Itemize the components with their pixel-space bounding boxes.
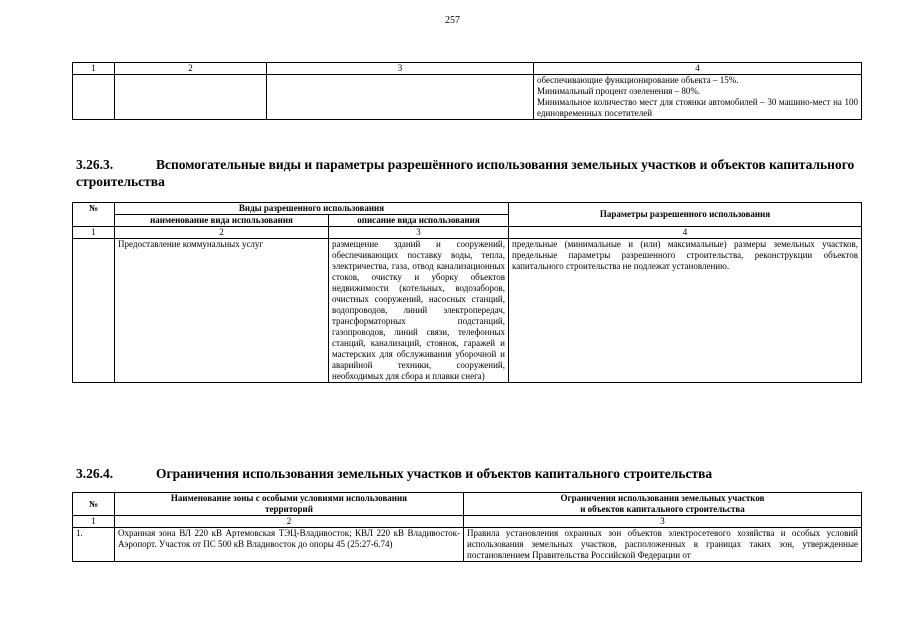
section-number: 3.26.4.	[76, 466, 114, 481]
section-title: Вспомогательные виды и параметры разрешённого использования земельных участков и объектов капитального строительства	[76, 157, 855, 189]
header-line: Наименование зоны с особыми условиями использования	[170, 493, 408, 503]
header-zone	[115, 493, 464, 516]
header-params: Параметры разрешенного использования	[509, 203, 862, 227]
section-heading-3-26-4	[76, 465, 862, 482]
header-row	[73, 493, 862, 516]
col-number: 3	[267, 63, 534, 75]
header-limits	[464, 493, 862, 516]
col-number: 2	[115, 227, 329, 239]
col-number: 1	[73, 63, 115, 75]
text-line: Минимальный процент озеленения – 80%.	[537, 86, 701, 96]
header-line: и объектов капитального строительства	[580, 504, 745, 514]
cell-empty	[267, 75, 534, 120]
col-number: 1	[73, 516, 115, 528]
use-description-cell: размещение зданий и сооружений, обеспечивающих поставку воды, тепла, электричества, газа, отвод канализационных стоков, очистку и уборку объектов недвижимости (котельных, водозаборов, очистных сооружений, насосных станций, водопроводов, линий электропередач, трансформаторных подстанций, газопроводов, линий связи, телефонных станций, канализаций, стоянок, гаражей и мастерских для обслуживания уборочной и аварийной техники, сооружений, необходимых для сбора и плавки снега)	[329, 239, 509, 383]
section-title: Ограничения использования земельных участков и объектов капитального строительства	[156, 466, 713, 481]
column-numbers-row	[73, 63, 862, 75]
col-number: 1	[73, 227, 115, 239]
row-no: 1.	[73, 528, 115, 562]
header-line: территорий	[265, 504, 313, 514]
table-row	[73, 75, 862, 120]
section-heading-3-26-3	[76, 156, 862, 190]
header-row	[73, 203, 862, 215]
auxiliary-uses-table	[72, 202, 862, 383]
header-desc: описание вида использования	[329, 215, 509, 227]
header-no: №	[73, 203, 115, 227]
restriction-cell: Правила установления охранных зон объектов электросетевого хозяйства и особых условий использования земельных участков, расположенных в границах таких зон, утвержденные постановлением Правительства Российской Федерации от	[464, 528, 862, 562]
column-numbers-row	[73, 227, 862, 239]
col-number: 4	[509, 227, 862, 239]
cell-empty	[115, 75, 267, 120]
table-row	[73, 239, 862, 383]
column-numbers-row	[73, 516, 862, 528]
header-no: №	[73, 493, 115, 516]
section-number: 3.26.3.	[76, 157, 114, 172]
zone-name-cell: Охранная зона ВЛ 220 кВ Артемовская ТЭЦ-Владивосток; КВЛ 220 кВ Владивосток-Аэропорт. Участок от ПС 500 кВ Владивосток до опоры 45 (25:27-6.74)	[115, 528, 464, 562]
use-params-cell: предельные (минимальные и (или) максимальные) размеры земельных участков, предельные параметры разрешенного строительства, реконструкции объектов капитального строительства не подлежат установлению.	[509, 239, 862, 383]
col-number: 3	[464, 516, 862, 528]
use-name-cell: Предоставление коммунальных услуг	[115, 239, 329, 383]
col-number: 2	[115, 516, 464, 528]
cell-empty	[73, 75, 115, 120]
col-number: 2	[115, 63, 267, 75]
top-table-continuation	[72, 62, 862, 120]
table-row	[73, 528, 862, 562]
text-line: обеспечивающие функционирование объекта – 15%.	[537, 75, 739, 85]
restrictions-table	[72, 492, 862, 562]
col-number: 3	[329, 227, 509, 239]
col-number: 4	[534, 63, 862, 75]
page-number: 257	[445, 15, 460, 26]
text-line: Минимальное количество мест для стоянки автомобилей – 30 машино-мест на 100 единовременных посетителей	[537, 97, 858, 118]
row-no	[73, 239, 115, 383]
header-line: Ограничения использования земельных участков	[560, 493, 765, 503]
header-types: Виды разрешенного использования	[115, 203, 509, 215]
params-cell	[534, 75, 862, 120]
header-name: наименование вида использования	[115, 215, 329, 227]
